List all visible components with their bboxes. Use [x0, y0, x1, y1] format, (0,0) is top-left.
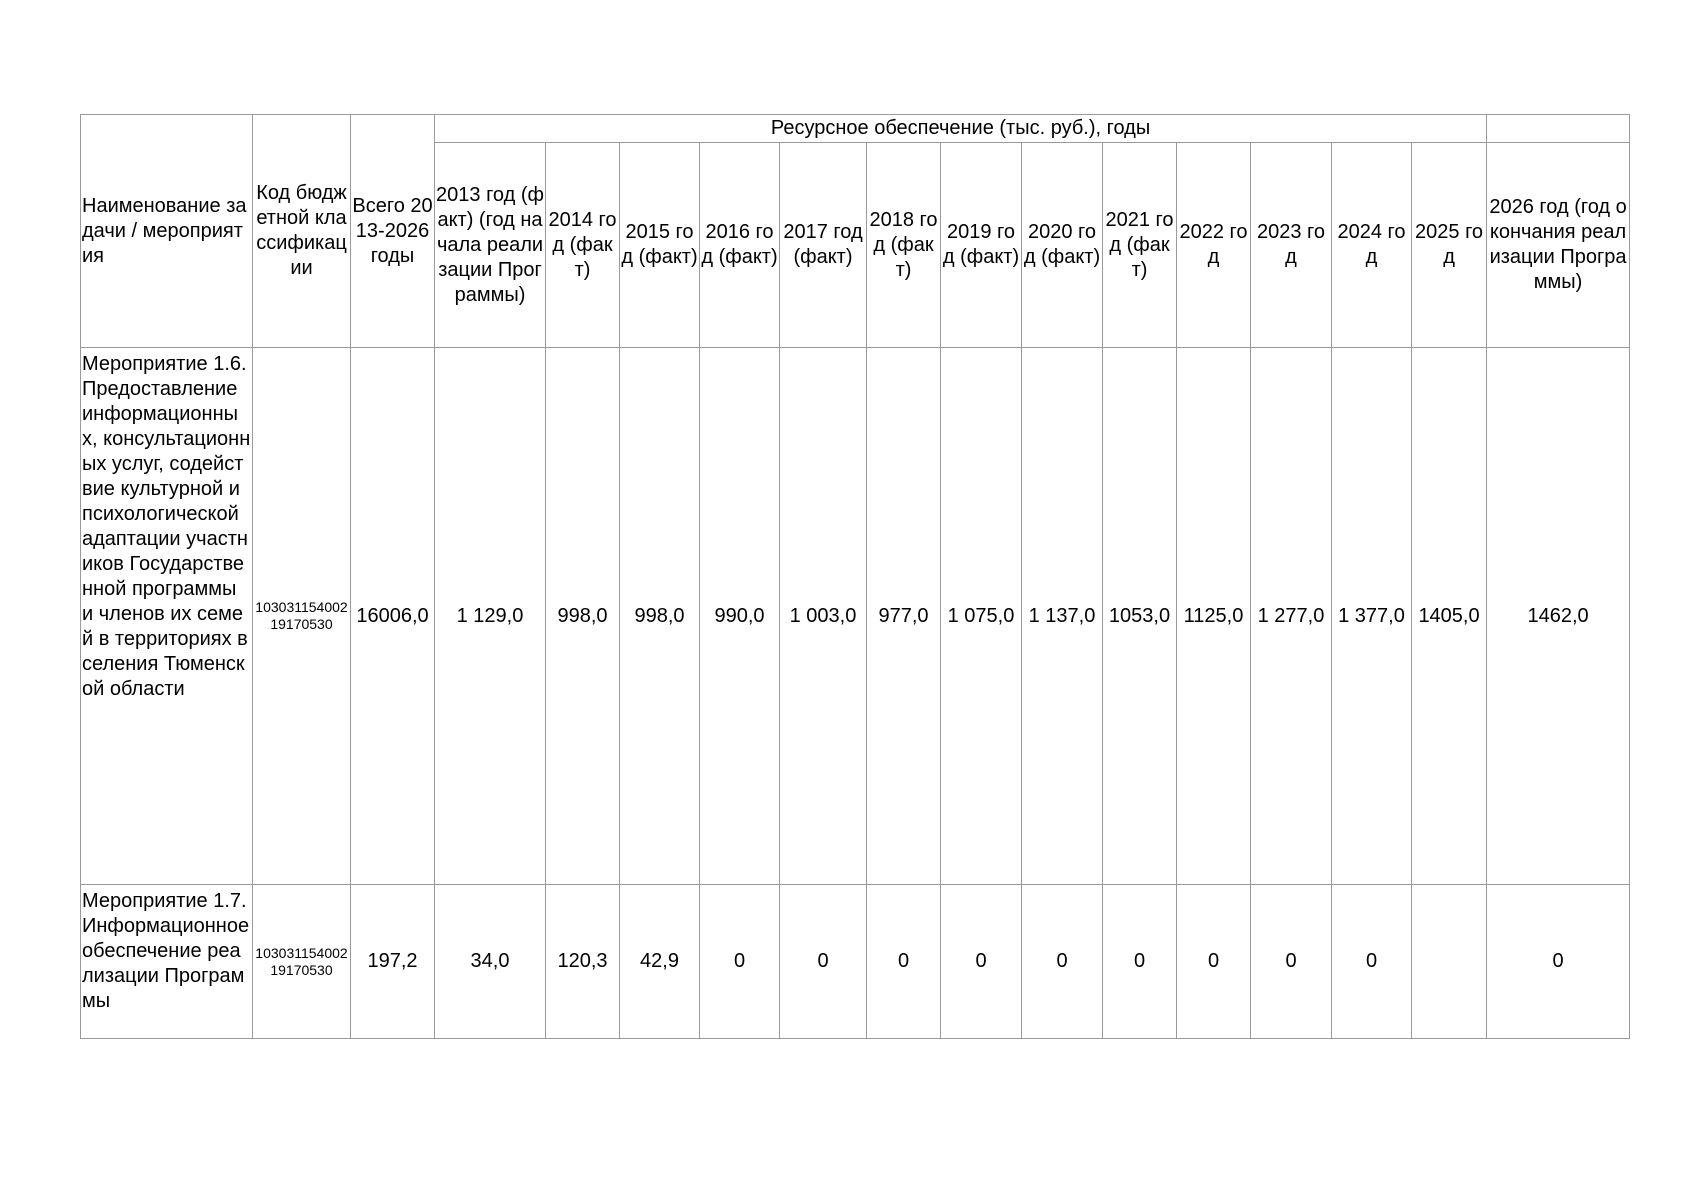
- row-total: 197,2: [351, 885, 435, 1039]
- row-value: 0: [1487, 885, 1630, 1039]
- row-name: Мероприятие 1.6. Предоставление информационных, консультационных услуг, содействие культурной и психологической адаптации участников Государственной программы и членов их семей в территориях вселения Тюменской области: [81, 348, 253, 885]
- header-year: 2016 год (факт): [700, 143, 780, 348]
- row-name: Мероприятие 1.7. Информационное обеспечение реализации Программы: [81, 885, 253, 1039]
- header-year: 2022 год: [1177, 143, 1251, 348]
- header-year: 2020 год (факт): [1022, 143, 1103, 348]
- table-row: [81, 348, 1630, 885]
- header-blank: [1487, 115, 1630, 143]
- resource-table: [80, 114, 1630, 1039]
- row-value: 1 075,0: [941, 348, 1022, 885]
- row-value: 0: [867, 885, 941, 1039]
- row-value: 0: [1332, 885, 1412, 1039]
- header-year: 2014 год (факт): [546, 143, 620, 348]
- header-year: 2019 год (факт): [941, 143, 1022, 348]
- header-year: 2013 год (факт) (год начала реализации Программы): [435, 143, 546, 348]
- header-row-top: [81, 115, 1630, 143]
- header-code: Код бюджетной классификации: [253, 115, 351, 348]
- row-value: 990,0: [700, 348, 780, 885]
- header-year: 2023 год: [1251, 143, 1332, 348]
- row-total: 16006,0: [351, 348, 435, 885]
- row-value: 1 129,0: [435, 348, 546, 885]
- row-value: [1412, 885, 1487, 1039]
- row-value: 1125,0: [1177, 348, 1251, 885]
- row-value: 0: [1103, 885, 1177, 1039]
- row-value: 0: [700, 885, 780, 1039]
- row-value: 1 137,0: [1022, 348, 1103, 885]
- header-resources: Ресурсное обеспечение (тыс. руб.), годы: [435, 115, 1487, 143]
- header-year: 2017 год (факт): [780, 143, 867, 348]
- header-year: 2026 год (год окончания реализации Программы): [1487, 143, 1630, 348]
- row-value: 1405,0: [1412, 348, 1487, 885]
- header-total: Всего 2013-2026 годы: [351, 115, 435, 348]
- row-value: 0: [1022, 885, 1103, 1039]
- row-value: 1462,0: [1487, 348, 1630, 885]
- row-value: 42,9: [620, 885, 700, 1039]
- row-value: 120,3: [546, 885, 620, 1039]
- row-value: 1 003,0: [780, 348, 867, 885]
- header-name: Наименование задачи / мероприятия: [81, 115, 253, 348]
- row-value: 0: [1251, 885, 1332, 1039]
- row-value: 977,0: [867, 348, 941, 885]
- row-value: 1 377,0: [1332, 348, 1412, 885]
- header-year: 2025 год: [1412, 143, 1487, 348]
- header-year: 2015 год (факт): [620, 143, 700, 348]
- row-code: 10303115400219170530: [253, 885, 351, 1039]
- header-year: 2021 год (факт): [1103, 143, 1177, 348]
- row-value: 998,0: [620, 348, 700, 885]
- row-value: 0: [1177, 885, 1251, 1039]
- row-value: 0: [941, 885, 1022, 1039]
- row-value: 0: [780, 885, 867, 1039]
- header-year: 2024 год: [1332, 143, 1412, 348]
- row-value: 1053,0: [1103, 348, 1177, 885]
- row-value: 998,0: [546, 348, 620, 885]
- table-row: [81, 885, 1630, 1039]
- row-value: 34,0: [435, 885, 546, 1039]
- row-code: 10303115400219170530: [253, 348, 351, 885]
- header-year: 2018 год (факт): [867, 143, 941, 348]
- row-value: 1 277,0: [1251, 348, 1332, 885]
